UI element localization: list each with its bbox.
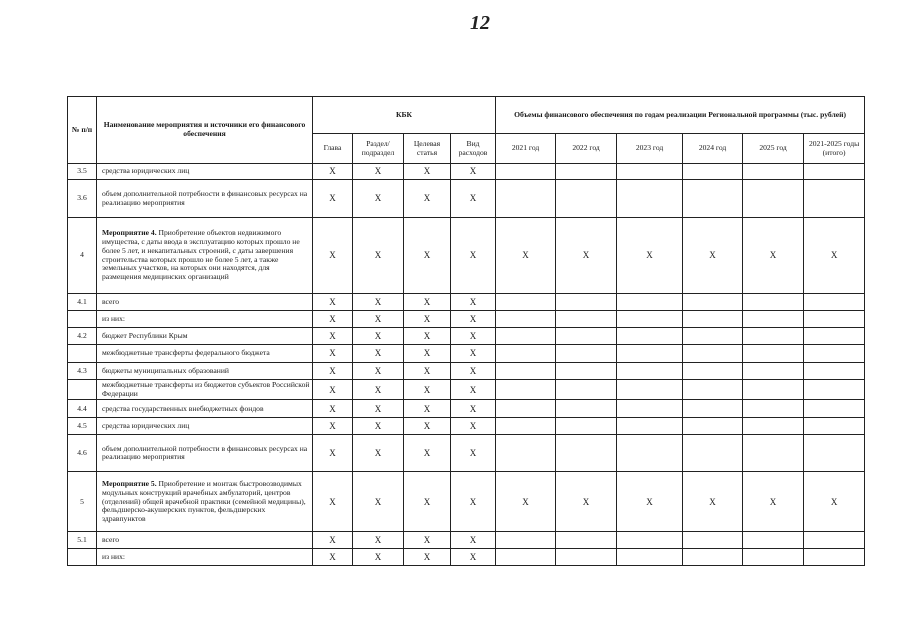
year-cell (683, 311, 743, 328)
table-row (68, 472, 865, 532)
year-cell (743, 180, 804, 218)
kbk-cell: X (353, 418, 404, 435)
row-name-text: всего (102, 296, 120, 306)
year-cell: X (804, 218, 865, 294)
row-name (97, 435, 313, 472)
row-name (97, 472, 313, 532)
year-cell (496, 418, 556, 435)
year-cell (496, 328, 556, 345)
kbk-cell: X (353, 472, 404, 532)
kbk-cell: X (451, 180, 496, 218)
kbk-cell: X (353, 164, 404, 180)
row-name (97, 345, 313, 363)
header-kbk-vid: Вид расходов (451, 134, 496, 164)
kbk-cell: X (404, 294, 451, 311)
row-name-bold: Мероприятие 5. (102, 479, 157, 489)
kbk-cell: X (313, 345, 353, 363)
row-name (97, 294, 313, 311)
table-row (68, 418, 865, 435)
kbk-cell: X (313, 472, 353, 532)
year-cell (743, 400, 804, 418)
year-cell (804, 294, 865, 311)
kbk-cell: X (451, 345, 496, 363)
year-cell (556, 400, 617, 418)
year-cell (743, 345, 804, 363)
kbk-cell: X (451, 549, 496, 566)
kbk-cell: X (353, 218, 404, 294)
kbk-cell: X (451, 311, 496, 328)
row-name (97, 164, 313, 180)
year-cell (556, 549, 617, 566)
kbk-cell: X (353, 435, 404, 472)
year-cell (617, 180, 683, 218)
row-number: 4.3 (68, 363, 97, 380)
table-row (68, 218, 865, 294)
kbk-cell: X (353, 363, 404, 380)
header-year-2025: 2025 год (743, 134, 804, 164)
row-name (97, 549, 313, 566)
row-name (97, 400, 313, 418)
year-cell (617, 532, 683, 549)
row-number: 4.6 (68, 435, 97, 472)
year-cell (683, 549, 743, 566)
year-cell: X (496, 218, 556, 294)
kbk-cell: X (313, 164, 353, 180)
header-kbk-statya: Целевая статья (404, 134, 451, 164)
year-cell (617, 418, 683, 435)
year-cell (743, 435, 804, 472)
year-cell (496, 164, 556, 180)
row-name-text: из них: (102, 552, 125, 562)
table-row (68, 400, 865, 418)
row-name-text: бюджеты муниципальных образований (102, 365, 229, 375)
row-name-text: всего (102, 535, 120, 545)
kbk-cell: X (353, 380, 404, 400)
row-number: 3.5 (68, 164, 97, 180)
kbk-cell: X (404, 549, 451, 566)
row-name-text: межбюджетные трансферты федерального бюджета (102, 348, 270, 358)
table-row (68, 532, 865, 549)
table-row (68, 380, 865, 400)
kbk-cell: X (353, 345, 404, 363)
table-row (68, 549, 865, 566)
row-name-text: межбюджетные трансферты из бюджетов субъектов Российской Федерации (102, 380, 310, 398)
kbk-cell: X (451, 363, 496, 380)
year-cell (496, 294, 556, 311)
kbk-cell: X (404, 328, 451, 345)
year-cell (804, 328, 865, 345)
kbk-cell: X (404, 435, 451, 472)
year-cell (496, 380, 556, 400)
kbk-cell: X (353, 532, 404, 549)
year-cell (804, 311, 865, 328)
year-cell (804, 549, 865, 566)
year-cell (496, 549, 556, 566)
header-name: Наименование мероприятия и источники его финансового обеспечения (97, 97, 313, 164)
kbk-cell: X (404, 164, 451, 180)
year-cell (617, 380, 683, 400)
year-cell (683, 418, 743, 435)
year-cell (617, 363, 683, 380)
year-cell (804, 345, 865, 363)
year-cell (617, 328, 683, 345)
year-cell (617, 345, 683, 363)
header-kbk-glava: Глава (313, 134, 353, 164)
kbk-cell: X (353, 311, 404, 328)
year-cell (496, 180, 556, 218)
kbk-cell: X (404, 311, 451, 328)
year-cell (683, 363, 743, 380)
kbk-cell: X (404, 472, 451, 532)
year-cell (743, 311, 804, 328)
kbk-cell: X (404, 380, 451, 400)
year-cell (804, 532, 865, 549)
kbk-cell: X (353, 180, 404, 218)
row-name-text: бюджет Республики Крым (102, 330, 188, 340)
row-name-text: Приобретение объектов недвижимого имущества, с даты ввода в эксплуатацию которых прошло не более 5 лет, и некапитальных строений, с даты завершения строительства которых прошло не более 5 лет, а также земельных участков, на которых они находятся, для размещения медицинских организаций (102, 228, 300, 281)
kbk-cell: X (313, 363, 353, 380)
year-cell (496, 311, 556, 328)
header-number: № п/п (68, 97, 97, 164)
row-name-text: средства юридических лиц (102, 421, 190, 431)
year-cell (556, 311, 617, 328)
row-name-text: объем дополнительной потребности в финансовых ресурсах на реализацию мероприятия (102, 188, 308, 207)
kbk-cell: X (313, 294, 353, 311)
kbk-cell: X (313, 380, 353, 400)
row-number: 5.1 (68, 532, 97, 549)
year-cell (804, 180, 865, 218)
table-row (68, 164, 865, 180)
row-number (68, 345, 97, 363)
kbk-cell: X (313, 218, 353, 294)
year-cell: X (743, 472, 804, 532)
row-name-bold: Мероприятие 4. (102, 228, 157, 238)
kbk-cell: X (404, 418, 451, 435)
row-number: 4.1 (68, 294, 97, 311)
kbk-cell: X (313, 311, 353, 328)
year-cell (683, 328, 743, 345)
kbk-cell: X (451, 472, 496, 532)
kbk-cell: X (353, 400, 404, 418)
kbk-cell: X (404, 400, 451, 418)
kbk-cell: X (451, 400, 496, 418)
year-cell (743, 164, 804, 180)
year-cell (556, 532, 617, 549)
year-cell (556, 180, 617, 218)
year-cell (617, 549, 683, 566)
row-number: 4 (68, 218, 97, 294)
kbk-cell: X (451, 164, 496, 180)
year-cell (556, 328, 617, 345)
kbk-cell: X (404, 532, 451, 549)
row-name-text: средства юридических лиц (102, 166, 190, 176)
kbk-cell: X (451, 380, 496, 400)
row-name (97, 363, 313, 380)
year-cell: X (743, 218, 804, 294)
year-cell (556, 345, 617, 363)
table-row (68, 363, 865, 380)
header-year-2022: 2022 год (556, 134, 617, 164)
kbk-cell: X (313, 400, 353, 418)
header-kbk: КБК (313, 97, 496, 134)
row-name (97, 218, 313, 294)
header-funding: Объемы финансового обеспечения по годам реализации Региональной программы (тыс. рублей) (496, 97, 865, 134)
table-row (68, 328, 865, 345)
kbk-cell: X (451, 418, 496, 435)
year-cell (496, 400, 556, 418)
year-cell (743, 328, 804, 345)
year-cell (617, 400, 683, 418)
year-cell (496, 532, 556, 549)
kbk-cell: X (313, 418, 353, 435)
kbk-cell: X (313, 328, 353, 345)
year-cell: X (804, 472, 865, 532)
table-row (68, 311, 865, 328)
row-name (97, 328, 313, 345)
year-cell (556, 418, 617, 435)
year-cell (743, 418, 804, 435)
header-year-2021: 2021 год (496, 134, 556, 164)
year-cell (743, 380, 804, 400)
kbk-cell: X (451, 218, 496, 294)
year-cell (496, 363, 556, 380)
row-number: 5 (68, 472, 97, 532)
year-cell (683, 380, 743, 400)
row-name (97, 532, 313, 549)
year-cell: X (556, 218, 617, 294)
kbk-cell: X (313, 549, 353, 566)
year-cell (683, 345, 743, 363)
kbk-cell: X (353, 328, 404, 345)
table-row (68, 294, 865, 311)
year-cell (743, 294, 804, 311)
year-cell: X (683, 218, 743, 294)
header-year-total: 2021-2025 годы (итого) (804, 134, 865, 164)
kbk-cell: X (451, 435, 496, 472)
year-cell (804, 363, 865, 380)
row-name-text: средства государственных внебюджетных фондов (102, 403, 264, 413)
row-name (97, 418, 313, 435)
year-cell (743, 532, 804, 549)
year-cell (617, 435, 683, 472)
kbk-cell: X (451, 328, 496, 345)
table-row (68, 345, 865, 363)
year-cell (743, 363, 804, 380)
header-kbk-razdel: Раздел/ подраздел (353, 134, 404, 164)
year-cell (617, 294, 683, 311)
year-cell (683, 400, 743, 418)
year-cell (683, 180, 743, 218)
year-cell (804, 400, 865, 418)
year-cell (683, 532, 743, 549)
kbk-cell: X (313, 435, 353, 472)
year-cell (804, 380, 865, 400)
row-number (68, 380, 97, 400)
table-row (68, 180, 865, 218)
row-name-text: из них: (102, 313, 125, 323)
kbk-cell: X (404, 180, 451, 218)
table-row (68, 435, 865, 472)
row-name-text: объем дополнительной потребности в финансовых ресурсах на реализацию мероприятия (102, 443, 308, 462)
year-cell (556, 164, 617, 180)
row-number: 4.2 (68, 328, 97, 345)
kbk-cell: X (313, 532, 353, 549)
row-number (68, 311, 97, 328)
year-cell (556, 380, 617, 400)
kbk-cell: X (404, 218, 451, 294)
row-name (97, 311, 313, 328)
year-cell: X (556, 472, 617, 532)
year-cell (496, 345, 556, 363)
row-name-text: Приобретение и монтаж быстровозводимых модульных конструкций врачебных амбулаторий, центров (отделений) общей врачебной практики (семейной медицины), фельдшерско-акушерских пунктов, фельдшерских здравпунктов (102, 479, 306, 524)
row-name (97, 180, 313, 218)
kbk-cell: X (353, 294, 404, 311)
kbk-cell: X (451, 294, 496, 311)
header-year-2024: 2024 год (683, 134, 743, 164)
year-cell (556, 294, 617, 311)
year-cell (496, 435, 556, 472)
financing-table (67, 96, 865, 566)
year-cell: X (683, 472, 743, 532)
kbk-cell: X (404, 345, 451, 363)
row-name (97, 380, 313, 400)
year-cell (683, 164, 743, 180)
row-number: 3.6 (68, 180, 97, 218)
row-number: 4.4 (68, 400, 97, 418)
year-cell (617, 311, 683, 328)
year-cell: X (617, 218, 683, 294)
year-cell: X (617, 472, 683, 532)
kbk-cell: X (451, 532, 496, 549)
row-number (68, 549, 97, 566)
page-number: 12 (470, 12, 490, 34)
year-cell (556, 435, 617, 472)
year-cell (683, 294, 743, 311)
year-cell (804, 418, 865, 435)
year-cell (804, 435, 865, 472)
kbk-cell: X (313, 180, 353, 218)
kbk-cell: X (404, 363, 451, 380)
year-cell: X (496, 472, 556, 532)
year-cell (556, 363, 617, 380)
header-year-2023: 2023 год (617, 134, 683, 164)
row-number: 4.5 (68, 418, 97, 435)
table-body (68, 164, 865, 566)
year-cell (804, 164, 865, 180)
year-cell (743, 549, 804, 566)
year-cell (683, 435, 743, 472)
year-cell (617, 164, 683, 180)
kbk-cell: X (353, 549, 404, 566)
